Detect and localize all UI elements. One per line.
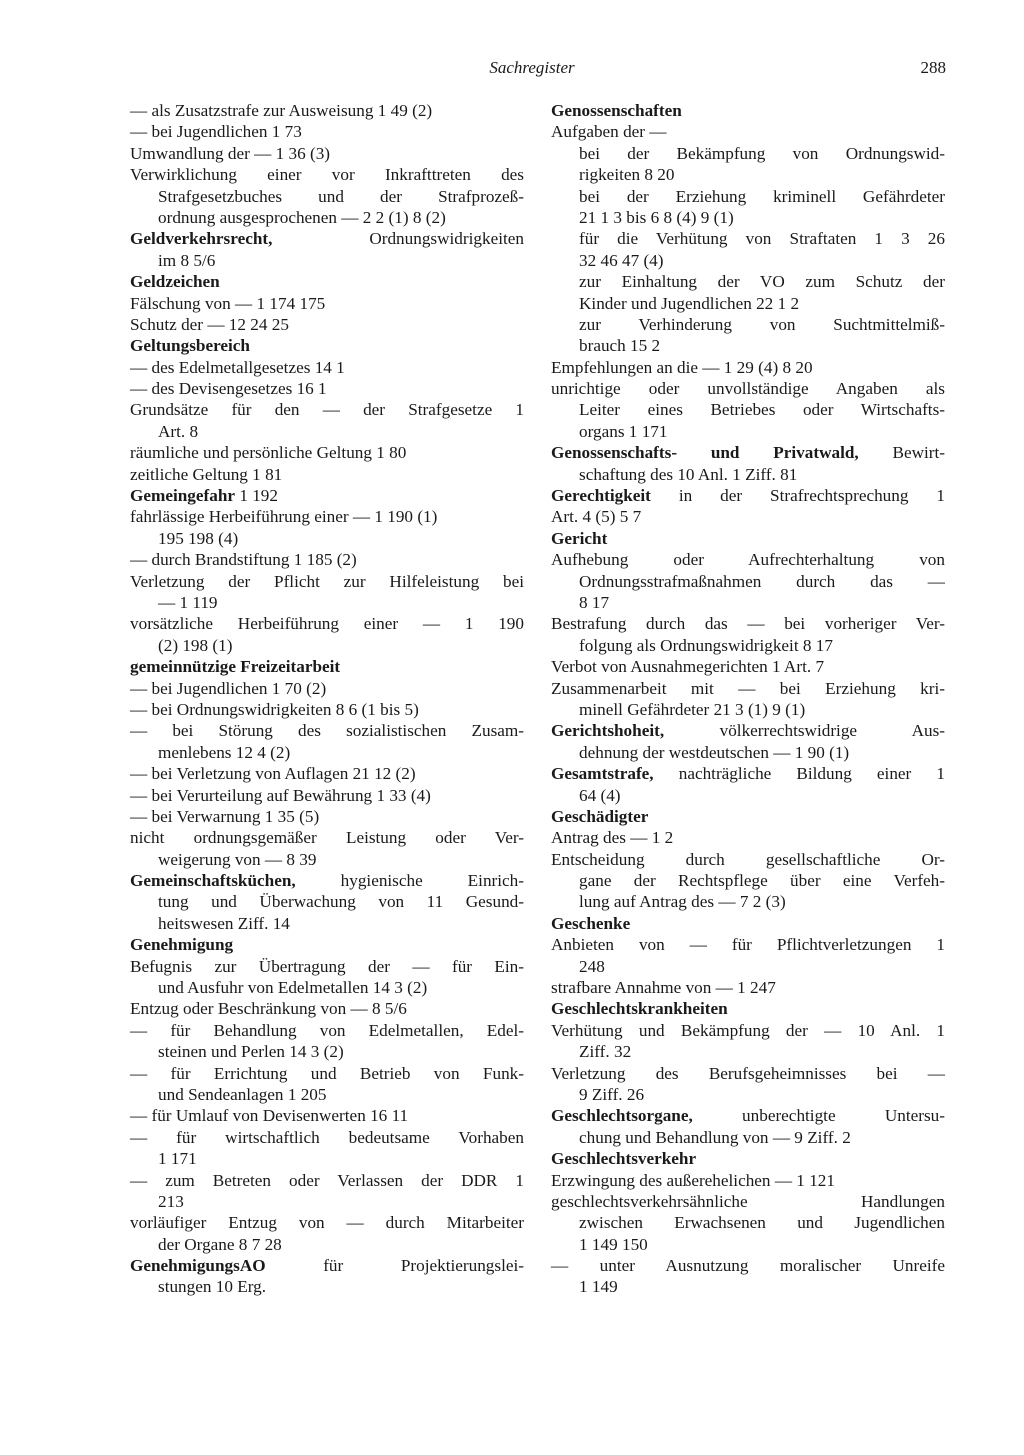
index-entry-line xyxy=(551,228,945,249)
index-entry-line xyxy=(551,293,945,314)
index-text: brauch 15 2 xyxy=(579,336,661,356)
index-text: Strafgesetzbuches und der Strafprozeß- xyxy=(158,186,524,206)
index-text: — zum Betreten oder Verlassen der DDR 1 xyxy=(130,1170,524,1190)
index-entry-line xyxy=(551,314,945,335)
index-entry-line xyxy=(130,1084,524,1105)
index-text: zur Verhinderung von Suchtmittelmiß- xyxy=(579,314,945,334)
index-entry-line xyxy=(551,1084,945,1105)
index-text: 64 (4) xyxy=(579,785,621,805)
index-term: Gemeingefahr xyxy=(130,486,236,506)
index-text: 1 149 150 xyxy=(579,1234,648,1254)
index-text: — bei Jugendlichen 1 73 xyxy=(130,122,302,142)
index-entry-line xyxy=(130,506,524,527)
index-entry-line xyxy=(551,571,945,592)
index-text: Entscheidung durch gesellschaftliche Or- xyxy=(551,849,945,869)
index-entry-line xyxy=(130,164,524,185)
index-text: strafbare Annahme von — 1 247 xyxy=(551,978,776,998)
index-term: Gerechtigkeit xyxy=(551,486,651,506)
index-text: 195 198 (4) xyxy=(158,528,239,548)
index-entry-line xyxy=(551,891,945,912)
index-entry-line xyxy=(130,699,524,720)
running-header-title: Sachregister xyxy=(489,58,575,77)
index-entry-line xyxy=(130,678,524,699)
index-text: zeitliche Geltung 1 81 xyxy=(130,464,283,484)
index-text: Zusammenarbeit mit — bei Erziehung kri- xyxy=(551,678,945,698)
index-text: fahrlässige Herbeiführung einer — 1 190 (1) xyxy=(130,507,438,527)
index-entry-line xyxy=(551,656,945,677)
index-entry-heading xyxy=(130,656,524,677)
index-entry-heading xyxy=(551,1105,945,1126)
index-text: — des Edelmetallgesetzes 14 1 xyxy=(130,357,345,377)
index-entry-line xyxy=(551,421,945,442)
index-column-left xyxy=(130,100,524,1298)
index-entry-line xyxy=(551,1041,945,1062)
index-entry-line xyxy=(551,250,945,271)
index-entry-line xyxy=(551,207,945,228)
index-entry-line xyxy=(551,934,945,955)
index-entry-line xyxy=(551,785,945,806)
index-entry-line xyxy=(551,849,945,870)
index-text: Antrag des — 1 2 xyxy=(551,828,674,848)
index-text: 213 xyxy=(158,1191,184,1211)
index-text: unrichtige oder unvollständige Angaben als xyxy=(551,379,945,399)
index-text: ordnung ausgesprochenen — 2 2 (1) 8 (2) xyxy=(158,207,446,227)
index-entry-line xyxy=(551,121,945,142)
index-text: Erzwingung des außerehelichen — 1 121 xyxy=(551,1170,835,1190)
index-text: heitswesen Ziff. 14 xyxy=(158,913,290,933)
index-text: Schutz der — 12 24 25 xyxy=(130,314,289,334)
index-entry-line xyxy=(130,571,524,592)
index-entry-line xyxy=(551,335,945,356)
index-term: Geschlechtskrankheiten xyxy=(551,999,728,1019)
index-text: tung und Überwachung von 11 Gesund- xyxy=(158,892,524,912)
index-text: rigkeiten 8 20 xyxy=(579,165,675,185)
index-entry-line xyxy=(130,742,524,763)
index-entry-line xyxy=(130,1234,524,1255)
index-text: lung auf Antrag des — 7 2 (3) xyxy=(579,892,786,912)
index-entry-line xyxy=(130,1127,524,1148)
index-text: gane der Rechtspflege über eine Verfeh- xyxy=(579,871,945,891)
index-entry-heading xyxy=(130,335,524,356)
index-entry-heading xyxy=(551,998,945,1019)
index-entry-line xyxy=(130,613,524,634)
index-text: 21 1 3 bis 6 8 (4) 9 (1) xyxy=(579,207,734,227)
index-entry-line xyxy=(130,977,524,998)
index-text: — bei Verletzung von Auflagen 21 12 (2) xyxy=(130,764,416,784)
page-number: 288 xyxy=(920,58,946,77)
index-text: minell Gefährdeter 21 3 (1) 9 (1) xyxy=(579,699,806,719)
index-entry-line xyxy=(130,1276,524,1297)
index-text: für die Verhütung von Straftaten 1 3 26 xyxy=(579,229,945,249)
index-entry-line xyxy=(130,592,524,613)
index-text: Umwandlung der — 1 36 (3) xyxy=(130,143,331,163)
index-entry-line xyxy=(130,464,524,485)
index-entry-heading xyxy=(551,763,945,784)
index-entry-line xyxy=(130,913,524,934)
index-entry-line xyxy=(130,763,524,784)
index-text: — des Devisengesetzes 16 1 xyxy=(130,379,327,399)
index-term: Gemeinschaftsküchen, xyxy=(130,871,296,891)
index-term: Geschlechtsorgane, xyxy=(551,1106,693,1126)
index-entry-line xyxy=(551,699,945,720)
index-text: Bestrafung durch das — bei vorheriger Ver- xyxy=(551,614,945,634)
index-entry-line xyxy=(130,827,524,848)
index-text: (2) 198 (1) xyxy=(158,635,233,655)
index-text: — als Zusatzstrafe zur Ausweisung 1 49 (2) xyxy=(130,101,433,120)
index-text: zur Einhaltung der VO zum Schutz der xyxy=(579,272,945,292)
index-text: 8 17 xyxy=(579,592,610,612)
index-entry-line xyxy=(551,164,945,185)
index-text: Aufgaben der — xyxy=(551,122,667,142)
index-entry-line xyxy=(551,1276,945,1297)
index-entry-heading xyxy=(551,100,945,121)
index-term: Genossenschaften xyxy=(551,101,682,120)
index-text: nachträgliche Bildung einer 1 xyxy=(653,764,945,784)
index-entry-line xyxy=(130,528,524,549)
index-term: Geschlechtsverkehr xyxy=(551,1149,697,1169)
index-text: im 8 5/6 xyxy=(158,250,216,270)
index-term: Geschädigter xyxy=(551,806,649,826)
index-text: — bei Verurteilung auf Bewährung 1 33 (4) xyxy=(130,785,431,805)
index-entry-line xyxy=(130,1170,524,1191)
index-entry-line xyxy=(130,121,524,142)
index-text: Aufhebung oder Aufrechterhaltung von xyxy=(551,550,945,570)
index-entry-line xyxy=(130,998,524,1019)
index-text: 1 171 xyxy=(158,1149,197,1169)
index-text: und Sendeanlagen 1 205 xyxy=(158,1084,327,1104)
index-text: 1 149 xyxy=(579,1277,618,1297)
index-entry-line xyxy=(551,1170,945,1191)
index-entry-line xyxy=(130,421,524,442)
index-entry-line xyxy=(130,143,524,164)
index-text: — bei Verwarnung 1 35 (5) xyxy=(130,806,320,826)
index-entry-heading xyxy=(130,1255,524,1276)
index-text: — bei Störung des sozialistischen Zusam- xyxy=(130,721,524,741)
index-text: — 1 119 xyxy=(158,592,218,612)
index-text: vorsätzliche Herbeiführung einer — 1 190 xyxy=(130,614,524,634)
index-entry-line xyxy=(551,635,945,656)
index-entry-line xyxy=(551,186,945,207)
index-text: räumliche und persönliche Geltung 1 80 xyxy=(130,443,407,463)
index-entry-line xyxy=(551,378,945,399)
index-entry-line xyxy=(130,314,524,335)
index-text: folgung als Ordnungswidrigkeit 8 17 xyxy=(579,635,833,655)
index-term: GenehmigungsAO xyxy=(130,1256,266,1276)
index-entry-line xyxy=(130,357,524,378)
index-text: Grundsätze für den — der Strafgesetze 1 xyxy=(130,400,524,420)
index-entry-line xyxy=(130,442,524,463)
index-entry-heading xyxy=(551,806,945,827)
index-entry-line xyxy=(551,827,945,848)
index-entry-line xyxy=(130,293,524,314)
index-text: Kinder und Jugendlichen 22 1 2 xyxy=(579,293,800,313)
index-term: Gericht xyxy=(551,528,608,548)
index-text: Art. 8 xyxy=(158,421,199,441)
index-text: — für Errichtung und Betrieb von Funk- xyxy=(130,1063,524,1083)
index-term: Geltungsbereich xyxy=(130,336,250,356)
index-entry-line xyxy=(130,549,524,570)
index-entry-line xyxy=(130,1041,524,1062)
index-text: menlebens 12 4 (2) xyxy=(158,742,291,762)
index-text: — für Behandlung von Edelmetallen, Edel- xyxy=(130,1020,524,1040)
index-entry-heading xyxy=(130,934,524,955)
index-entry-line xyxy=(551,549,945,570)
index-entry-line xyxy=(130,849,524,870)
index-entry-line xyxy=(551,1212,945,1233)
index-text: Befugnis zur Übertragung der — für Ein- xyxy=(130,956,524,976)
index-text: Leiter eines Betriebes oder Wirtschafts- xyxy=(579,400,945,420)
index-entry-line xyxy=(130,1105,524,1126)
index-entry-line xyxy=(551,1234,945,1255)
index-text: — unter Ausnutzung moralischer Unreife xyxy=(551,1256,945,1276)
index-entry-line xyxy=(130,399,524,420)
index-entry-heading xyxy=(551,1148,945,1169)
index-entry-heading xyxy=(551,913,945,934)
index-term: Gesamtstrafe, xyxy=(551,764,654,784)
index-text: Bewirt- xyxy=(858,443,945,463)
index-text: steinen und Perlen 14 3 (2) xyxy=(158,1042,344,1062)
index-entry-line xyxy=(130,785,524,806)
index-entry-heading xyxy=(551,485,945,506)
index-text: — für Umlauf von Devisenwerten 16 11 xyxy=(130,1106,409,1126)
index-term: Geldzeichen xyxy=(130,272,220,292)
index-text: hygienische Einrich- xyxy=(295,871,524,891)
index-text: 32 46 47 (4) xyxy=(579,250,664,270)
index-entry-line xyxy=(130,806,524,827)
index-text: Ordnungswidrigkeiten xyxy=(272,229,524,249)
index-entry-line xyxy=(551,399,945,420)
index-text: und Ausfuhr von Edelmetallen 14 3 (2) xyxy=(158,978,428,998)
index-text: unberechtigte Untersu- xyxy=(692,1106,945,1126)
index-text: bei der Bekämpfung von Ordnungswid- xyxy=(579,143,945,163)
index-entry-line xyxy=(130,635,524,656)
index-term: Geldverkehrsrecht, xyxy=(130,229,273,249)
index-text: dehnung der westdeutschen — 1 90 (1) xyxy=(579,742,850,762)
index-text: Anbieten von — für Pflichtverletzungen 1 xyxy=(551,935,945,955)
index-text: chung und Behandlung von — 9 Ziff. 2 xyxy=(579,1127,851,1147)
index-entry-line xyxy=(130,207,524,228)
index-entry-line xyxy=(130,250,524,271)
index-column-right xyxy=(551,100,945,1298)
index-text: Art. 4 (5) 5 7 xyxy=(551,507,642,527)
index-entry-heading xyxy=(551,720,945,741)
index-term: Genossenschafts- und Privatwald, xyxy=(551,443,859,463)
index-text: Verbot von Ausnahmegerichten 1 Art. 7 xyxy=(551,657,825,677)
index-text: der Organe 8 7 28 xyxy=(158,1234,282,1254)
index-text: völkerrechtswidrige Aus- xyxy=(664,721,945,741)
index-entry-line xyxy=(551,592,945,613)
index-text: Ordnungsstrafmaßnahmen durch das — xyxy=(579,571,945,591)
index-text: schaftung des 10 Anl. 1 Ziff. 81 xyxy=(579,464,798,484)
index-text: nicht ordnungsgemäßer Leistung oder Ver- xyxy=(130,828,524,848)
index-entry-line xyxy=(551,1020,945,1041)
index-term: gemeinnützige Freizeitarbeit xyxy=(130,657,341,677)
index-text: vorläufiger Entzug von — durch Mitarbeiter xyxy=(130,1213,524,1233)
index-entry-heading xyxy=(130,271,524,292)
index-entry-line xyxy=(551,1127,945,1148)
index-entry-line xyxy=(130,891,524,912)
index-text: zwischen Erwachsenen und Jugendlichen xyxy=(579,1213,945,1233)
index-entry-line xyxy=(130,956,524,977)
index-text: Fälschung von — 1 174 175 xyxy=(130,293,326,313)
index-text: für Projektierungslei- xyxy=(265,1256,524,1276)
index-entry-line xyxy=(551,271,945,292)
index-text: — bei Jugendlichen 1 70 (2) xyxy=(130,678,327,698)
index-text: bei der Erziehung kriminell Gefährdeter xyxy=(579,186,945,206)
index-entry-line xyxy=(551,506,945,527)
index-entry-heading xyxy=(130,228,524,249)
index-text: stungen 10 Erg. xyxy=(158,1277,267,1297)
index-entry-line xyxy=(551,678,945,699)
index-text: Empfehlungen an die — 1 29 (4) 8 20 xyxy=(551,357,813,377)
index-entry-line xyxy=(130,720,524,741)
index-entry-line xyxy=(551,742,945,763)
index-text: Ziff. 32 xyxy=(579,1042,632,1062)
index-entry-line xyxy=(551,613,945,634)
index-term: Gerichtshoheit, xyxy=(551,721,665,741)
index-entry-heading xyxy=(551,442,945,463)
index-entry-line xyxy=(551,1255,945,1276)
index-text: Verhütung und Bekämpfung der — 10 Anl. 1 xyxy=(551,1020,945,1040)
index-entry-line xyxy=(130,1212,524,1233)
index-entry-line xyxy=(551,1191,945,1212)
index-term: Geschenke xyxy=(551,913,631,933)
index-entry-line xyxy=(130,378,524,399)
index-entry-line xyxy=(551,870,945,891)
index-entry-heading xyxy=(551,528,945,549)
index-entry-line xyxy=(130,1191,524,1212)
index-entry-line xyxy=(130,100,524,121)
index-entry-line xyxy=(130,186,524,207)
index-text: Verletzung des Berufsgeheimnisses bei — xyxy=(551,1063,945,1083)
index-text: 1 192 xyxy=(235,486,278,506)
index-text: Entzug oder Beschränkung von — 8 5/6 xyxy=(130,999,407,1019)
index-entry-line xyxy=(130,1020,524,1041)
index-text: Verwirklichung einer vor Inkrafttreten des xyxy=(130,165,524,185)
index-entry-line xyxy=(130,1148,524,1169)
index-entry-line xyxy=(551,357,945,378)
index-entry-line xyxy=(551,143,945,164)
index-text: Verletzung der Pflicht zur Hilfeleistung bei xyxy=(130,571,524,591)
index-text: weigerung von — 8 39 xyxy=(158,849,317,869)
index-text: organs 1 171 xyxy=(579,421,668,441)
index-entry-line xyxy=(130,1063,524,1084)
index-term: Genehmigung xyxy=(130,935,234,955)
index-entry-line xyxy=(551,464,945,485)
index-text: geschlechtsverkehrsähnliche Handlungen xyxy=(551,1191,945,1211)
index-text: in der Strafrechtsprechung 1 xyxy=(650,486,945,506)
index-entry-line xyxy=(551,1063,945,1084)
index-text: — durch Brandstiftung 1 185 (2) xyxy=(130,550,357,570)
index-entry-line xyxy=(551,956,945,977)
index-text: 248 xyxy=(579,956,605,976)
index-entry-heading xyxy=(130,485,524,506)
index-text: — bei Ordnungswidrigkeiten 8 6 (1 bis 5) xyxy=(130,699,419,719)
index-text: — für wirtschaftlich bedeutsame Vorhaben xyxy=(130,1127,524,1147)
index-text: 9 Ziff. 26 xyxy=(579,1084,645,1104)
index-entry-line xyxy=(551,977,945,998)
index-entry-heading xyxy=(130,870,524,891)
